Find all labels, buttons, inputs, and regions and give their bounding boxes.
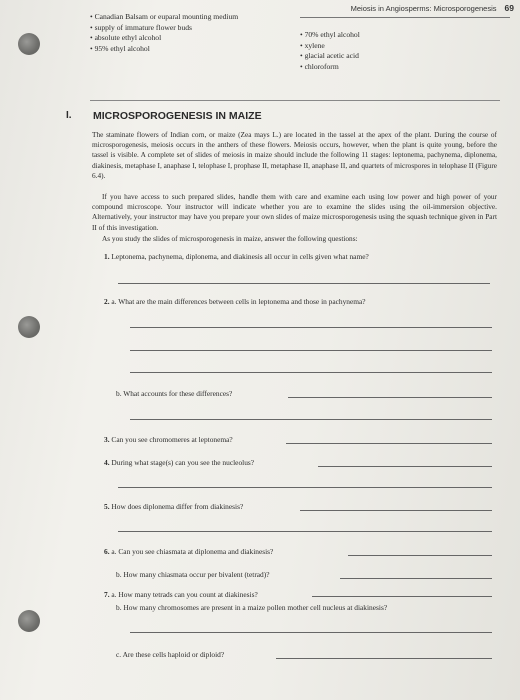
material-item: • glacial acetic acid <box>300 51 420 62</box>
material-item: • Canadian Balsam or euparal mounting medium <box>90 12 260 23</box>
material-item: • chloroform <box>300 62 420 73</box>
question-6b: b. How many chiasmata occur per bivalent (tetrad)? <box>116 570 270 579</box>
section-rule <box>90 100 500 101</box>
question-5: 5. How does diplonema differ from diakinesis? <box>104 502 244 511</box>
answer-line[interactable] <box>118 283 490 284</box>
question-7a: 7. a. How many tetrads can you count at diakinesis? <box>104 590 258 599</box>
question-7b: b. How many chromosomes are present in a maize pollen mother cell nucleus at diakinesis? <box>116 603 388 612</box>
material-item: • xylene <box>300 41 420 52</box>
question-7c: c. Are these cells haploid or diploid? <box>116 650 225 659</box>
answer-line[interactable] <box>312 596 492 597</box>
question-6a: 6. a. Can you see chiasmata at diplonema and diakinesis? <box>104 547 274 556</box>
header-rule <box>300 17 510 18</box>
answer-line[interactable] <box>318 466 492 467</box>
material-item: • absolute ethyl alcohol <box>90 33 260 44</box>
materials-left <box>90 12 260 54</box>
question-4: 4. During what stage(s) can you see the nucleolus? <box>104 458 255 467</box>
question-1: 1. Leptonema, pachynema, diplonema, and diakinesis all occur in cells given what name? <box>104 252 369 261</box>
question-2a: 2. a. What are the main differences between cells in leptonema and those in pachynema? <box>104 297 366 306</box>
binder-hole-top <box>18 33 40 55</box>
answer-line[interactable] <box>118 487 492 488</box>
answer-line[interactable] <box>340 578 492 579</box>
paragraph-instructions: As you study the slides of microsporogenesis in maize, answer the following questions: <box>102 234 358 243</box>
section-title: MICROSPOROGENESIS IN MAIZE <box>93 110 262 122</box>
material-item: • 70% ethyl alcohol <box>300 30 420 41</box>
question-2b: b. What accounts for these differences? <box>116 389 233 398</box>
material-item: • 95% ethyl alcohol <box>90 44 260 55</box>
binder-hole-bottom <box>18 610 40 632</box>
answer-line[interactable] <box>130 372 492 373</box>
answer-line[interactable] <box>130 327 492 328</box>
answer-line[interactable] <box>288 397 492 398</box>
answer-line[interactable] <box>130 419 492 420</box>
section-number: I. <box>66 110 72 121</box>
running-header <box>351 3 514 13</box>
question-3: 3. Can you see chromomeres at leptonema? <box>104 435 233 444</box>
answer-line[interactable] <box>130 632 492 633</box>
answer-line[interactable] <box>300 510 492 511</box>
answer-line[interactable] <box>130 350 492 351</box>
materials-right <box>300 30 420 72</box>
answer-line[interactable] <box>276 658 492 659</box>
answer-line[interactable] <box>286 443 492 444</box>
paragraph-slides: If you have access to such prepared slides, handle them with care and examine each using low power and high power of your compound microscope. Your instructor will indicate whether you are to examine the slides using the oil-immersion objective. Alternatively, your instructor may have you prepare your own slides of maize microsporogenesis using the squash technique given in Part II of this investigation. <box>92 192 497 232</box>
binder-hole-middle <box>18 316 40 338</box>
answer-line[interactable] <box>348 555 492 556</box>
running-title: Meiosis in Angiosperms: Microsporogenesis <box>350 4 497 13</box>
answer-line[interactable] <box>118 531 492 532</box>
material-item: • supply of immature flower buds <box>90 23 260 34</box>
page-number: 69 <box>504 3 514 13</box>
paragraph-intro: The staminate flowers of Indian corn, or maize (Zea mays L.) are located in the tassel at the apex of the plant. During the course of microsporogenesis, meiosis occurs in the anthers of these flowers. Meiosis occurs, however, when the plant is quite young, before the tassel is visible. A complete set of slides of meiosis in maize should include the following 11 stages: leptonema, pachynema, diplonema, diakinesis, metaphase I, anaphase I, telophase I, prophase II, metaphase II, anaphase II, and quartets of microspores in telophase II (Figure 6.4). <box>92 130 497 180</box>
